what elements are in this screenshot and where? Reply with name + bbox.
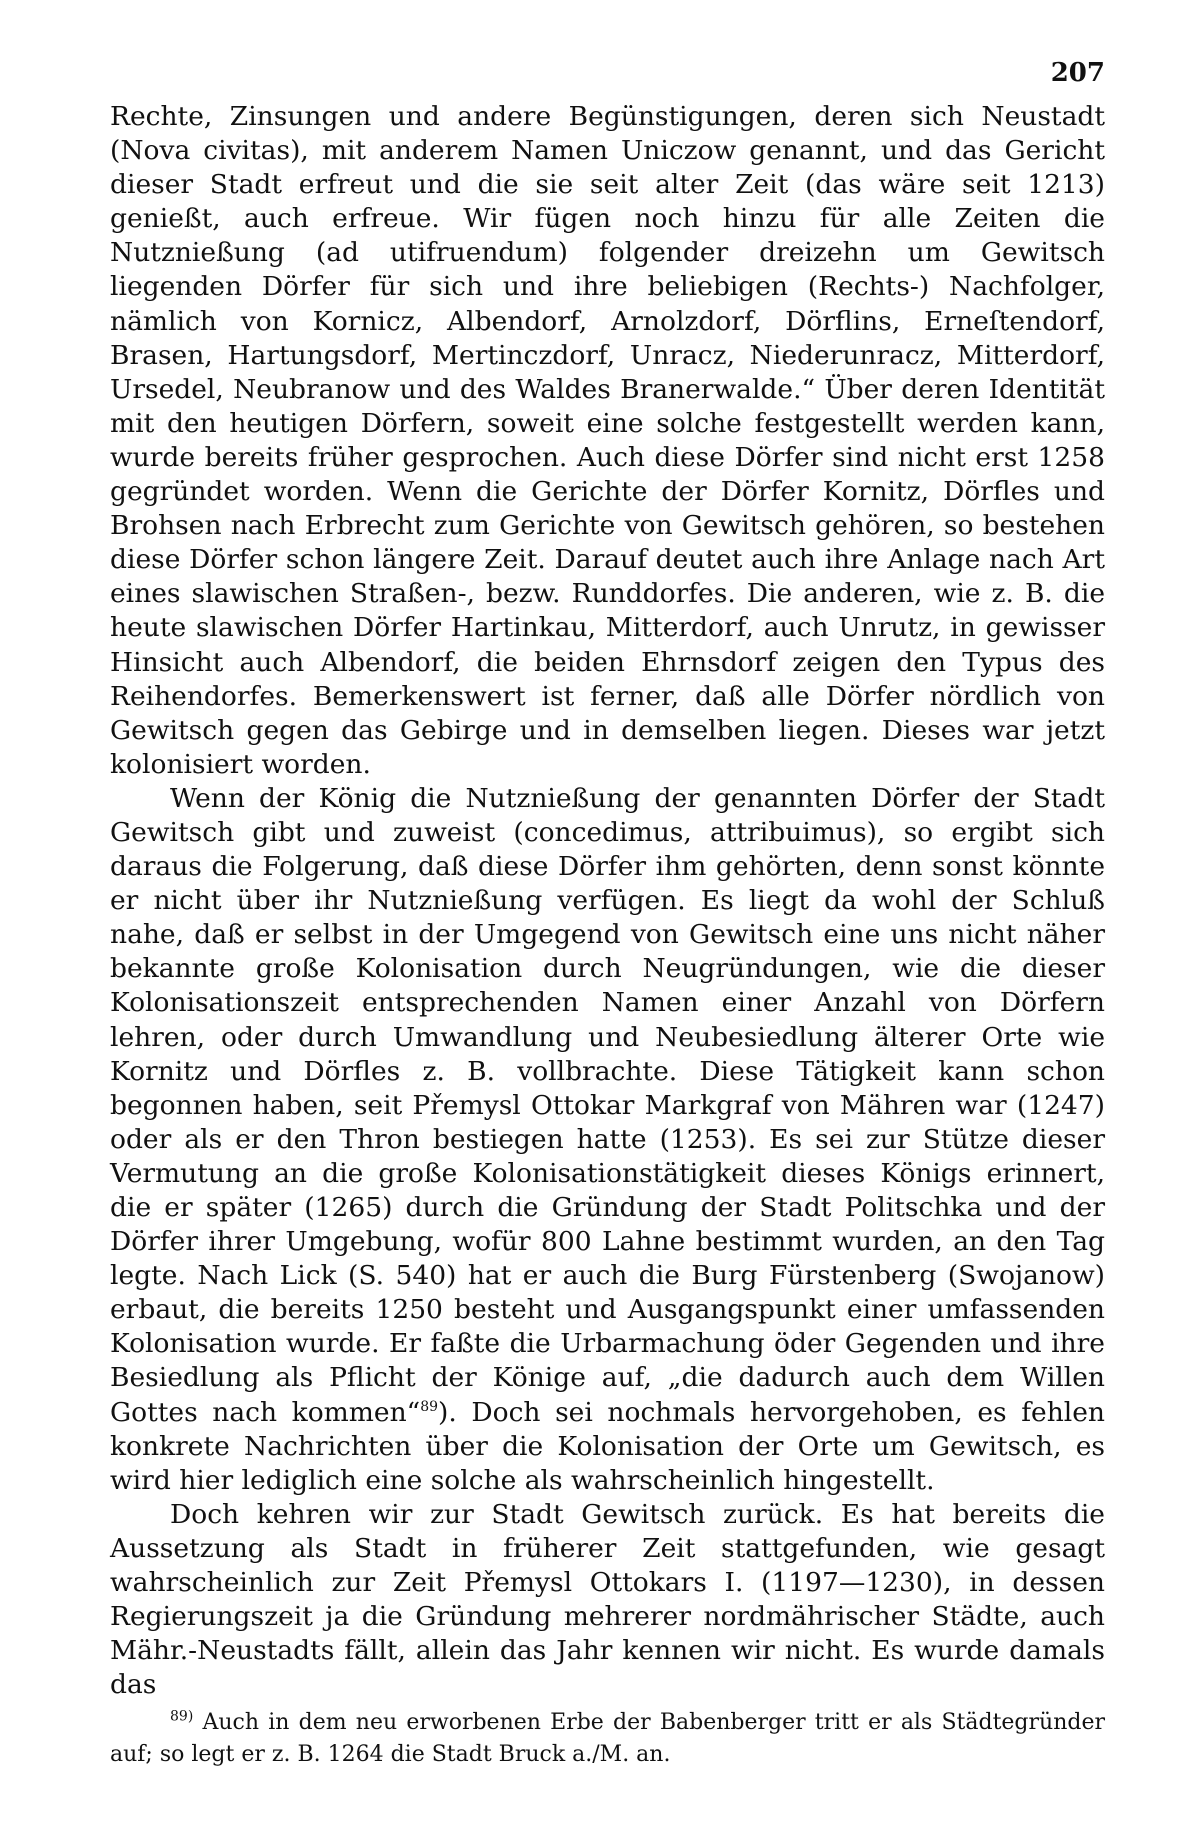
page-number: 207	[1050, 58, 1105, 88]
paragraph-2-text: Wenn der König die Nutznießung der genannten Dörfer der Stadt Gewitsch gibt und zuweist (concedimus, attribuimus), so ergibt sich daraus die Folgerung, daß diese Dörfer ihm gehörten, denn sonst könnte er nicht über ihr Nutznießung verfügen. Es liegt da wohl der Schluß nahe, daß er selbst in der Umgegend von Gewitsch eine uns nicht näher bekannte große Kolonisation durch Neugründungen, wie die dieser Kolonisationszeit entsprechenden Namen einer Anzahl von Dörfern lehren, oder durch Umwandlung und Neubesiedlung älterer Orte wie Kornitz und Dörfles z. B. vollbrachte. Diese Tätigkeit kann schon begonnen haben, seit Přemysl Ottokar Markgraf von Mähren war (1247) oder als er den Thron bestiegen hatte (1253). Es sei zur Stütze dieser Vermutung an die große Kolonisationstätigkeit dieses Königs erinnert, die er später (1265) durch die Gründung der Stadt Politschka und der Dörfer ihrer Umgebung, wofür 800 Lahne bestimmt wurden, an den Tag legte. Nach Lick (S. 540) hat er auch die Burg Fürstenberg (Swojanow) erbaut, die bereits 1250 besteht und Ausgangspunkt einer umfassenden Kolonisation wurde. Er faßte die Urbarmachung öder Gegenden und ihre Besiedlung als Pflicht der Könige auf, „die dadurch auch dem Willen Gottes nach kommen“	[110, 782, 1105, 1428]
footnote-paragraph	[110, 1707, 1105, 1771]
footnote-text: Auch in dem neu erworbenen Erbe der Babenberger tritt er als Städtegründer auf; so legt er z. B. 1264 die Stadt Bruck a./M. an.	[110, 1710, 1105, 1767]
footnote	[110, 1707, 1105, 1771]
paragraph-2	[110, 782, 1105, 1498]
footnote-marker: 89)	[170, 1708, 194, 1725]
body-text	[110, 100, 1105, 1702]
paragraph-3: Doch kehren wir zur Stadt Gewitsch zurück. Es hat bereits die Aussetzung als Stadt in früherer Zeit stattgefunden, wie gesagt wahrscheinlich zur Zeit Přemysl Ottokars I. (1197—1230), in dessen Regierungszeit ja die Gründung mehrerer nordmährischer Städte, auch Mähr.-Neustadts fällt, allein das Jahr kennen wir nicht. Es wurde damals das	[110, 1498, 1105, 1701]
paragraph-1: Rechte, Zinsungen und andere Begünstigungen, deren sich Neustadt (Nova civitas), mit anderem Namen Uniczow genannt, und das Gericht dieser Stadt erfreut und die sie seit alter Zeit (das wäre seit 1213) genießt, auch erfreue. Wir fügen noch hinzu für alle Zeiten die Nutznießung (ad utifruendum) folgender dreizehn um Gewitsch liegenden Dörfer für sich und ihre beliebigen (Rechts-) Nachfolger, nämlich von Kornicz, Albendorf, Arnolzdorf, Dörflins, Erneſtendorf, Brasen, Hartungsdorf, Mertinczdorf, Unracz, Niederunracz, Mitterdorf, Ursedel, Neubranow und des Waldes Branerwalde.“ Über deren Identität mit den heutigen Dörfern, soweit eine solche festgestellt werden kann, wurde bereits früher gesprochen. Auch diese Dörfer sind nicht erst 1258 gegründet worden. Wenn die Gerichte der Dörfer Kornitz, Dörfles und Brohsen nach Erbrecht zum Gerichte von Gewitsch gehören, so bestehen diese Dörfer schon längere Zeit. Darauf deutet auch ihre Anlage nach Art eines slawischen Straßen-, bezw. Runddorfes. Die anderen, wie z. B. die heute slawischen Dörfer Hartinkau, Mitterdorf, auch Unrutz, in gewisser Hinsicht auch Albendorf, die beiden Ehrnsdorf zeigen den Typus des Reihendorfes. Bemerkenswert ist ferner, daß alle Dörfer nördlich von Gewitsch gegen das Gebirge und in demselben liegen. Dieses war jetzt kolonisiert worden.	[110, 101, 1105, 780]
footnote-reference: 89	[420, 1398, 439, 1415]
paragraph-2-continued: ). Doch sei nochmals hervorgehoben, es fehlen konkrete Nachrichten über die Kolonisation der Orte um Gewitsch, es wird hier lediglich eine solche als wahrscheinlich hingestellt.	[110, 1396, 1105, 1496]
